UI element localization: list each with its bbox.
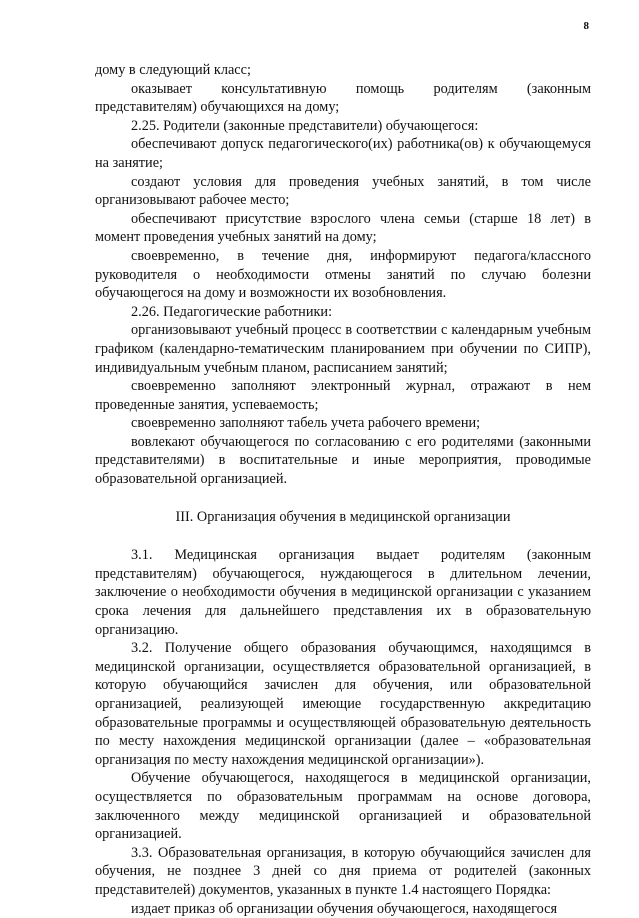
paragraph: оказывает консультативную помощь родителям (законным представителям) обучающихся на дому; [95,80,591,116]
paragraph: Обучение обучающегося, находящегося в медицинской организации, осуществляется по образовательным программам на основе договора, заключенного между медицинской организацией и образовательной организацией. [95,770,591,843]
paragraph: обеспечивают допуск педагогического(их) работника(ов) к обучающемуся на занятие; [95,136,591,171]
paragraph: издает приказ об организации обучения обучающегося, находящегося [131,900,558,917]
paragraph: своевременно заполняют табель учета рабочего времени; [131,415,481,432]
paragraphs-before [95,61,591,489]
paragraph: создают условия для проведения учебных занятий, в том числе организовывают рабочее место; [95,173,591,209]
document-body [95,61,591,918]
paragraph: обеспечивают присутствие взрослого члена семьи (старше 18 лет) в момент проведения учебных занятий на дому; [95,210,591,246]
section-title: III. Организация обучения в медицинской организации [175,508,511,525]
paragraph: 3.1. Медицинская организация выдает родителям (законным представителям) обучающегося, нуждающегося в длительном лечении, заключение о необходимости обучения в медицинской организации с указанием срока лечения для дальнейшего представления их в образовательную организацию. [95,547,591,638]
paragraph: 2.25. Родители (законные представители) обучающегося: [131,117,479,134]
paragraph: своевременно, в течение дня, информируют педагога/классного руководителя о необходимости отмены занятий по случаю болезни обучающегося на дому и возможности их возобновления. [95,247,591,302]
paragraph: организовывают учебный процесс в соответствии с календарным учебным графиком (календарно-тематическим планированием при обучении по СИПР), индивидуальным учебным планом, расписанием занятий; [95,322,591,376]
paragraph: 3.2. Получение общего образования обучающимся, находящимся в медицинской организации, осуществляется образовательной организацией, в которую обучающийся зачислен для обучения, или образовательной организацией, реализующей имеющие государственную аккредитацию образовательные программы и осуществляющей образовательную деятельность по месту нахождения медицинской организации (далее – «образовательная организация по месту нахождения медицинской организации»). [95,640,591,768]
paragraph: дому в следующий класс; [95,62,251,78]
paragraph: 3.3. Образовательная организация, в которую обучающийся зачислен для обучения, не позднее 3 дней со дня приема от родителей (законных представителей) документов, указанных в пункте 1.4 настоящего Порядка: [95,844,591,898]
paragraph: вовлекают обучающегося по согласованию с его родителями (законными представителями) в воспитательные и иные мероприятия, проводимые образовательной организацией. [95,433,591,488]
page-number: 8 [583,20,589,32]
paragraphs-after [95,546,591,918]
paragraph: 2.26. Педагогические работники: [131,303,333,320]
paragraph: своевременно заполняют электронный журнал, отражают в нем проведенные занятия, успеваемость; [95,378,591,413]
